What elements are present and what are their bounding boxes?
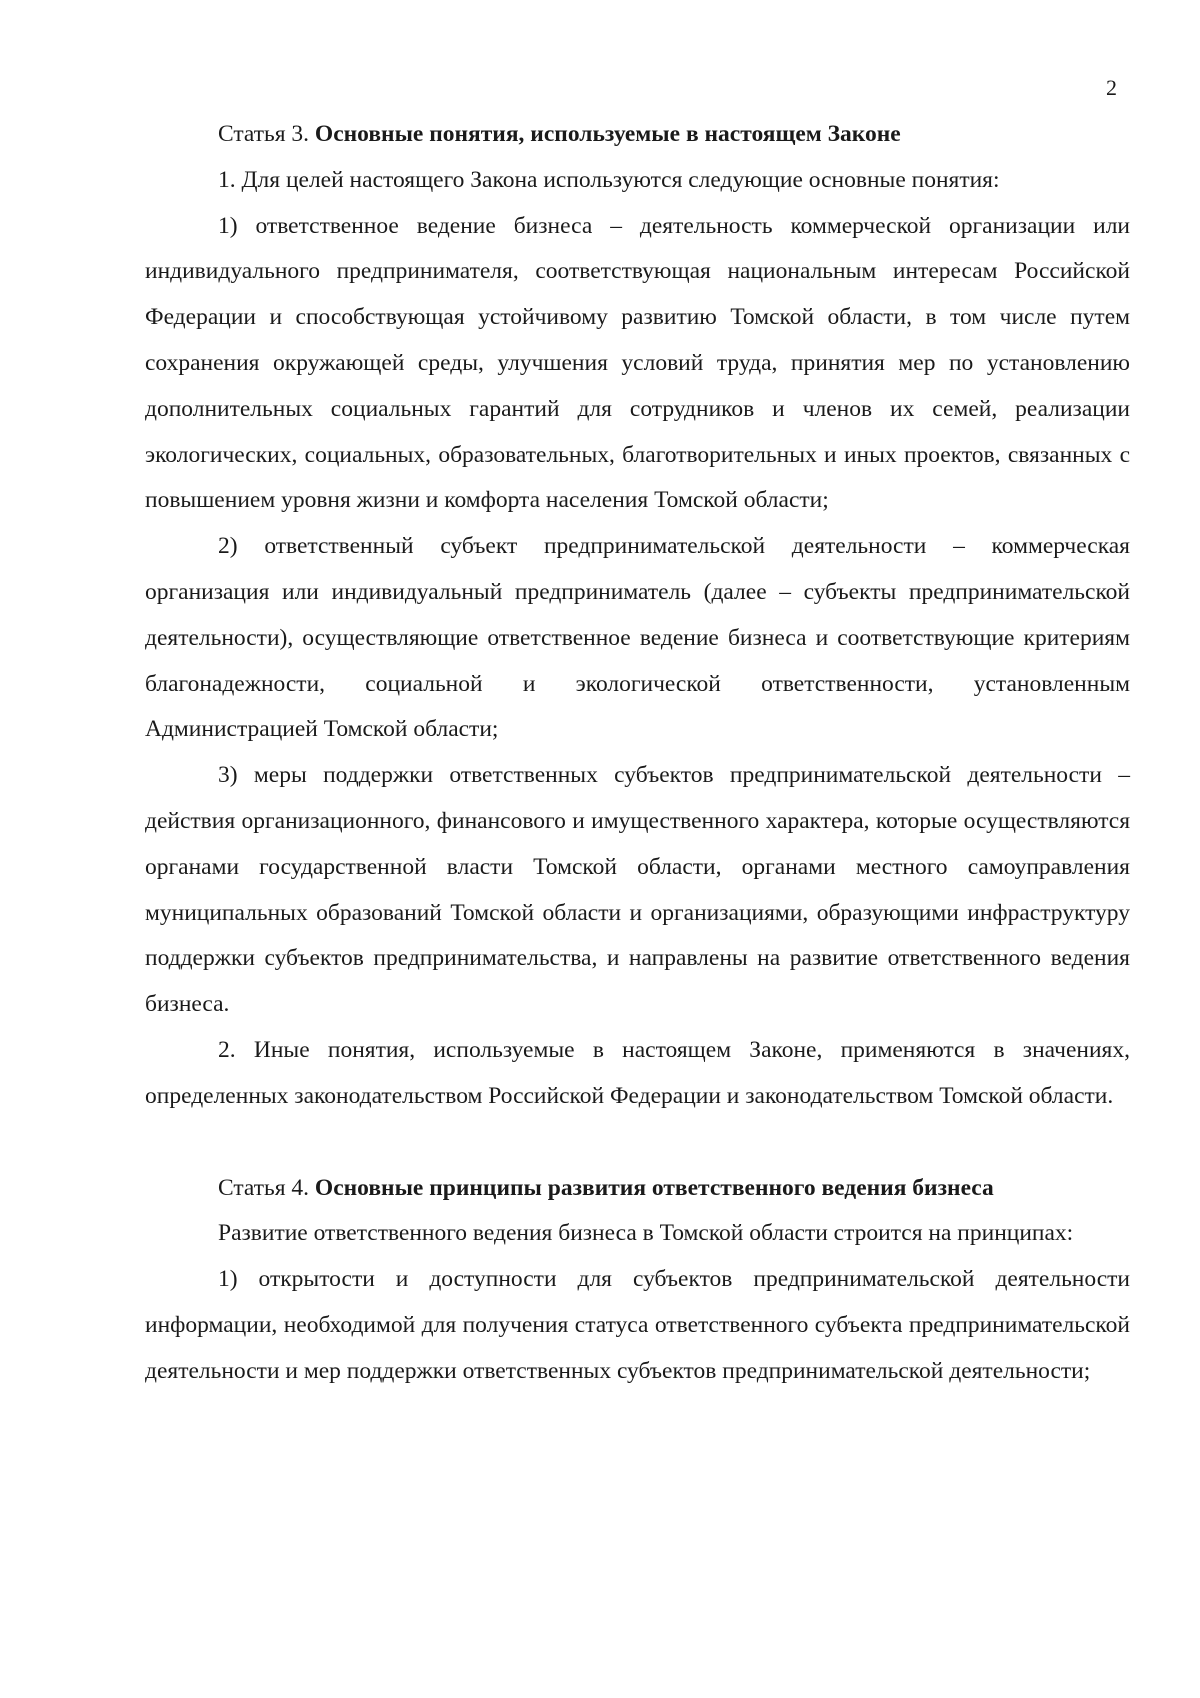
section-spacer xyxy=(145,1120,1130,1166)
article-4-title: Основные принципы развития ответственного ведения бизнеса xyxy=(314,1174,994,1201)
document-body xyxy=(145,112,1130,1395)
article-4-heading xyxy=(145,1166,1130,1212)
article-3-paragraph-3: 2) ответственный субъект предпринимательской деятельности – коммерческая организация или индивидуальный предприниматель (далее – субъекты предпринимательской деятельности), осуществляющие ответственное ведение бизнеса и соответствующие критериям благонадежности, социальной и экологической ответственности, установленным Администрацией Томской области; xyxy=(145,533,1130,743)
article-4-paragraph-1: Развитие ответственного ведения бизнеса в Томской области строится на принципах: xyxy=(218,1220,1074,1247)
article-3-paragraph-2: 1) ответственное ведение бизнеса – деятельность коммерческой организации или индивидуального предпринимателя, соответствующая национальным интересам Российской Федерации и способствующая устойчивому развитию Томской области, в том числе путем сохранения окружающей среды, улучшения условий труда, принятия мер по установлению дополнительных социальных гарантий для сотрудников и членов их семей, реализации экологических, социальных, образовательных, благотворительных и иных проектов, связанных с повышением уровня жизни и комфорта населения Томской области; xyxy=(145,212,1130,514)
article-4-prefix: Статья 4. xyxy=(218,1174,310,1201)
article-3-paragraph-5: 2. Иные понятия, используемые в настоящем Законе, применяются в значениях, определенных законодательством Российской Федерации и законодательством Томской области. xyxy=(145,1036,1130,1109)
article-3-heading xyxy=(145,112,1130,158)
article-3-prefix: Статья 3. xyxy=(218,121,310,147)
article-3-paragraph-1: 1. Для целей настоящего Закона используются следующие основные понятия: xyxy=(218,166,1000,193)
article-3-title: Основные понятия, используемые в настоящем Законе xyxy=(314,121,901,147)
article-3-paragraph-4: 3) меры поддержки ответственных субъектов предпринимательской деятельности – действия организационного, финансового и имущественного характера, которые осуществляются органами государственной власти Томской области, органами местного самоуправления муниципальных образований Томской области и организациями, образующими инфраструктуру поддержки субъектов предпринимательства, и направлены на развитие ответственного ведения бизнеса. xyxy=(145,762,1130,1018)
page-number: 2 xyxy=(1106,75,1117,100)
article-4-paragraph-2: 1) открытости и доступности для субъектов предпринимательской деятельности информации, необходимой для получения статуса ответственного субъекта предпринимательской деятельности и мер поддержки ответственных субъектов предпринимательской деятельности; xyxy=(145,1266,1130,1384)
